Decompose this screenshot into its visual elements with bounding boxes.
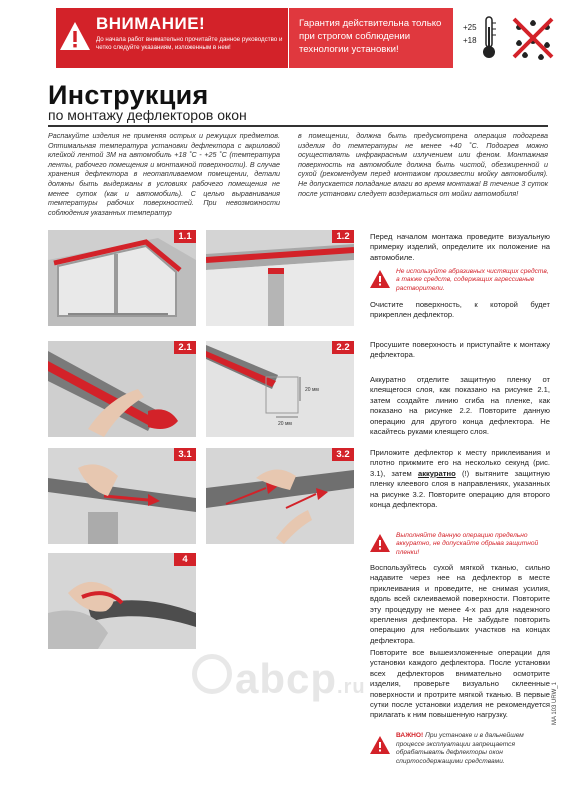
page-subtitle: по монтажу дефлекторов окон xyxy=(48,107,247,123)
figure-1-1 xyxy=(48,230,196,326)
figure-label: 3.1 xyxy=(174,448,196,461)
figure-label: 1.1 xyxy=(174,230,196,243)
dimension-label: 20 мм xyxy=(305,387,319,393)
warning-icon xyxy=(370,736,390,754)
step-5-text xyxy=(370,448,550,510)
film-fold-illustration xyxy=(206,341,354,437)
figure-label: 2.1 xyxy=(174,341,196,354)
warning-text: До начала работ внимательно прочитайте данное руководство и четко следуйте указаниям, изложенным в нем! xyxy=(96,36,283,51)
step-6-text: Воспользуйтесь сухой мягкой тканью, сильно надавите через нее на дефлектор в месте приклеивания и проведите, не снимая усилия, вдоль всей склеиваемой поверхности. Повторите эту процедуру не менее 4-х раз для надежного крепления дефлектора. Не забудьте повторить операцию для небольших участков на концах дефлектора. xyxy=(370,563,550,645)
watermark-tld: .ru xyxy=(337,676,366,698)
watermark xyxy=(235,655,366,703)
warning-icon xyxy=(370,534,390,552)
document-code: MA 103 URW_1 xyxy=(552,682,558,725)
warning-icon xyxy=(370,270,390,288)
warning-note-text: Выполняйте данную операцию предельно аккуратно, не допускайте обрыва защитной пленки! xyxy=(396,532,539,556)
warning-note-text: Не используйте абразивных чистящих средств, а также средств, содержащих агрессивные растворители. xyxy=(396,268,549,292)
guarantee-text: Гарантия действительна только при строгом соблюдении технологии установки! xyxy=(299,18,442,55)
warning-note-1 xyxy=(370,268,550,294)
figure-label: 2.2 xyxy=(332,341,354,354)
rub-cloth-illustration xyxy=(48,553,196,649)
important-note xyxy=(370,732,550,776)
intro-text-col2: в помещении, должна быть предусмотрена операция подогрева изделия до температуры не менее +40 ˚С. Подогрев можно осуществлять инфракрасным излучением или феном. Монтажная поверхность на автомобиле должна быть чистой, обезжиренной и сухой (рекомендуем перед монтажом произвести мойку автомобиля). Не допускается попадание влаги во время монтажа! В течение 3 суток после установки следует воздержаться от мойки автомобиля! xyxy=(298,131,548,198)
figure-label: 1.2 xyxy=(332,230,354,243)
step-5-part-2: (!) вытяните защитную пленку клеевого слоя в направлениях, указанных на рисунке 3.2. Повторите операцию для второго конца дефлектора. xyxy=(370,468,550,510)
step-1-text: Перед началом монтажа проведите визуальную примерку изделий, определите их положение на автомобиле. xyxy=(370,232,550,262)
step-4-text: Аккуратно отделите защитную пленку от клеящегося слоя, как показано на рисунке 2.1, затем создайте линию сгиба на пленке, как показано на рисунке 2.2. Повторите данную операцию для другого конца дефлектора. Не касайтесь руками клеящего слоя. xyxy=(370,375,550,437)
warning-title: ВНИМАНИЕ! xyxy=(96,14,206,33)
page-title: Инструкция xyxy=(48,80,209,110)
step-2-text: Очистите поверхность, к которой будет прикреплен дефлектор. xyxy=(370,300,550,320)
warning-icon xyxy=(58,20,92,52)
peel-film-illustration xyxy=(48,341,196,437)
thermometer-icon xyxy=(463,13,503,63)
figure-label: 4 xyxy=(174,553,196,566)
warning-note-2 xyxy=(370,532,550,558)
no-rain-icon xyxy=(508,13,558,63)
title-divider xyxy=(48,125,548,127)
watermark-text: abcp xyxy=(235,655,338,702)
temp-low-label: +18 xyxy=(463,36,477,45)
figure-3-2 xyxy=(206,448,354,544)
figure-3-1 xyxy=(48,448,196,544)
figure-label: 3.2 xyxy=(332,448,354,461)
figure-4 xyxy=(48,553,196,649)
step-3-text: Просушите поверхность и приступайте к монтажу дефлектора. xyxy=(370,340,550,360)
intro-text-col1: Распакуйте изделия не применяя острых и режущих предметов. Оптимальная температура установки дефлектора с акриловой клейкой лентой 3М на автомобиль +18 ˚С - +25 ˚С (температура ленты, рабочего помещения и монтажной поверхности). В случае хранения дефлектора в неотапливаемом помещении, детали должны быть выдержаны в условиях рабочего помещения не менее суток (как и автомобиль). С целью выравнивания температуры рабочих поверхностей. При невозможности соблюдения указанных температур xyxy=(48,131,280,217)
guarantee-banner xyxy=(289,8,453,68)
car-window-illustration xyxy=(48,230,196,326)
important-body: При установке и в дальнейшем процессе эксплуатации запрещается обрабатывать дефлекторы окон спиртосодержащими средствами. xyxy=(396,732,524,765)
important-note-text xyxy=(396,732,550,766)
watermark-logo-icon xyxy=(192,654,232,694)
warning-banner xyxy=(56,8,288,68)
step-7-text: Повторите все вышеизложенные операции для установки каждого дефлектора. После установки всех дефлекторов внимательно осмотрите изделия, проверьте визуально склеенные поверхности и протрите мягкой тканью. В первые сутки после установки изделия не рекомендуется прилагать к ним повышенную нагрузку. xyxy=(370,648,550,720)
step-5-part-1: Приложите дефлектор к месту приклеивания и плотно прижмите его на несколько секунд (рис. 3.1), затем xyxy=(370,448,550,478)
important-label: ВАЖНО! xyxy=(396,732,424,739)
figure-2-2 xyxy=(206,341,354,437)
temp-high-label: +25 xyxy=(463,23,477,32)
step-5-emphasis: аккуратно xyxy=(417,468,456,478)
dimension-label: 20 мм xyxy=(278,421,292,427)
figure-1-2 xyxy=(206,230,354,326)
press-deflector-illustration xyxy=(48,448,196,544)
pull-film-illustration xyxy=(206,448,354,544)
cleaning-illustration xyxy=(206,230,354,326)
figure-2-1 xyxy=(48,341,196,437)
